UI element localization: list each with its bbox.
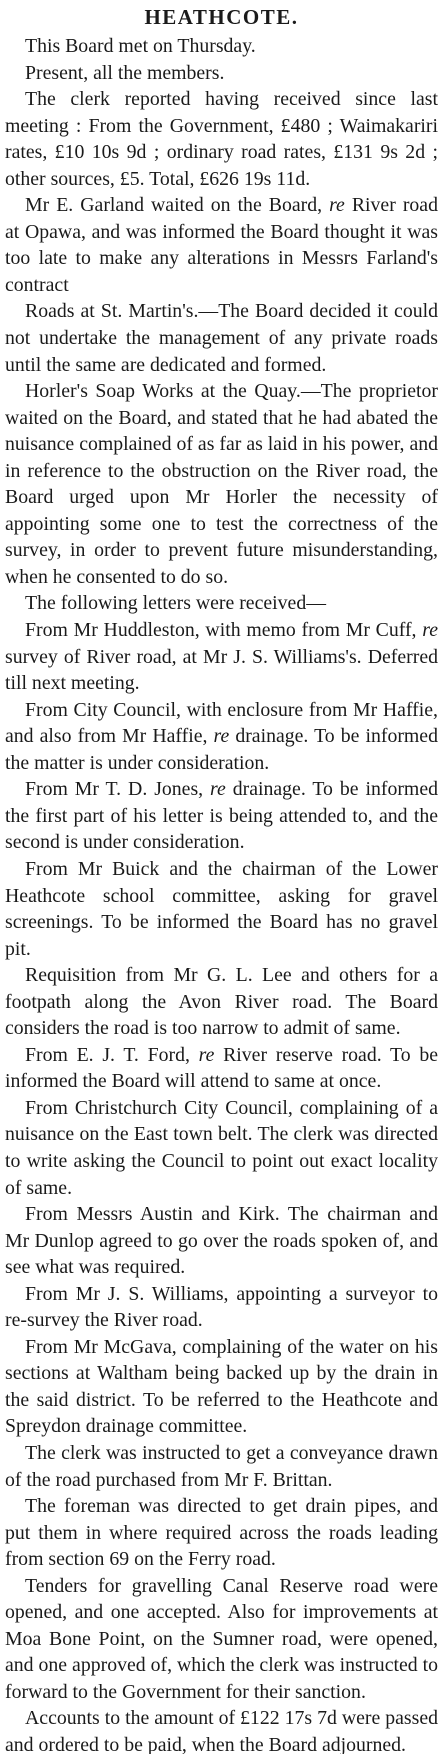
- italic-run: re: [213, 725, 230, 748]
- text-run: The clerk was instructed to get a conveyance drawn of the road purchased from Mr F. Brittan.: [5, 1441, 438, 1491]
- text-run: Requisition from Mr G. L. Lee and others for a footpath along the Avon River road. The Board considers the road is too narrow to admit of same.: [5, 964, 438, 1040]
- article-paragraph: [5, 1334, 438, 1440]
- italic-run: re: [329, 194, 345, 217]
- article-paragraph: [5, 1042, 438, 1095]
- article-paragraph: [5, 590, 438, 617]
- text-run: survey of River road, at Mr J. S. Williams's. Deferred till next meeting.: [5, 645, 438, 695]
- text-run: River reserve road. To be informed the Board will attend to same at once.: [5, 1043, 438, 1093]
- text-run: The foreman was directed to get drain pipes, and put them in where required across the roads leading from section 69 on the Ferry road.: [5, 1495, 438, 1571]
- text-run: From Mr J. S. Williams, appointing a surveyor to re-survey the River road.: [5, 1282, 438, 1332]
- text-run: Accounts to the amount of £122 17s 7d were passed and ordered to be paid, when the Board adjourned.: [5, 1707, 438, 1754]
- text-run: Tenders for gravelling Canal Reserve road were opened, and one accepted. Also for improvements at Moa Bone Point, on the Sumner road, were opened, and one approved of, which the clerk was instructed to forward to the Government for their sanction.: [5, 1574, 438, 1703]
- text-run: River road at Opawa, and was informed the Board thought it was too late to make any alterations in Messrs Farland's contract: [5, 194, 438, 296]
- text-run: From City Council, with enclosure from Mr Haffie, and also from Mr Haffie,: [5, 698, 438, 748]
- article-paragraph: [5, 962, 438, 1042]
- article-paragraph: [5, 1493, 438, 1573]
- article-paragraph: [5, 33, 438, 60]
- italic-run: re: [198, 1043, 215, 1066]
- article-paragraph: [5, 378, 438, 590]
- article-title: HEATHCOTE.: [144, 5, 299, 29]
- article-paragraph: [5, 298, 438, 378]
- text-run: The clerk reported having received since last meeting : From the Government, £480 ; Waimakariri rates, £10 10s 9d ; ordinary road rates, £131 9s 2d ; other sources, £5. Total, £626 19s 11d.: [5, 88, 438, 190]
- article-paragraph: [5, 60, 438, 87]
- text-run: From Christchurch City Council, complaining of a nuisance on the East town belt. The clerk was directed to write asking the Council to point out exact locality of same.: [5, 1096, 438, 1199]
- article-paragraph: [5, 1440, 438, 1493]
- text-run: Roads at St. Martin's.—The Board decided it could not undertake the management of any private roads until the same are dedicated and formed.: [5, 300, 438, 376]
- article-paragraph: [5, 617, 438, 697]
- article-paragraph: [5, 192, 438, 298]
- italic-run: re: [210, 778, 226, 801]
- text-run: Horler's Soap Works at the Quay.—The proprietor waited on the Board, and stated that he had abated the nuisance complained of as far as laid in his power, and in reference to the obstruction on the River road, the Board urged upon Mr Horler the necessity of appointing some one to test the correctness of the survey, in order to prevent future misunderstanding, when he consented to do so.: [5, 380, 438, 588]
- text-run: From Messrs Austin and Kirk. The chairman and Mr Dunlop agreed to go over the roads spoken of, and see what was required.: [5, 1203, 438, 1279]
- article-paragraph: [5, 1281, 438, 1334]
- text-run: From E. J. T. Ford,: [25, 1043, 199, 1066]
- text-run: drainage. To be informed the matter is under consideration.: [5, 725, 438, 774]
- article-paragraph: [5, 1705, 438, 1754]
- article-body: [5, 33, 438, 1754]
- article-paragraph: [5, 1573, 438, 1706]
- article-paragraph: [5, 86, 438, 192]
- text-run: Mr E. Garland waited on the Board,: [25, 194, 330, 217]
- text-run: From Mr Huddleston, with memo from Mr Cuff,: [25, 619, 423, 642]
- text-run: drainage. To be informed the first part of his letter is being attended to, and the second is under consideration.: [5, 778, 438, 854]
- text-run: From Mr Buick and the chairman of the Lower Heathcote school committee, asking for gravel screenings. To be informed the Board has no gravel pit.: [5, 857, 438, 960]
- italic-run: re: [422, 619, 438, 642]
- article-paragraph: [5, 856, 438, 962]
- text-run: From Mr T. D. Jones,: [25, 778, 211, 801]
- article-paragraph: [5, 1095, 438, 1201]
- article-paragraph: [5, 776, 438, 856]
- text-run: The following letters were received—: [25, 592, 326, 615]
- text-run: Present, all the members.: [25, 61, 225, 84]
- article-paragraph: [5, 697, 438, 777]
- text-run: This Board met on Thursday.: [25, 35, 256, 57]
- text-run: From Mr McGava, complaining of the water on his sections at Waltham being backed up by the drain in the said district. To be referred to the Heathcote and Spreydon drainage committee.: [5, 1335, 438, 1438]
- article-paragraph: [5, 1201, 438, 1281]
